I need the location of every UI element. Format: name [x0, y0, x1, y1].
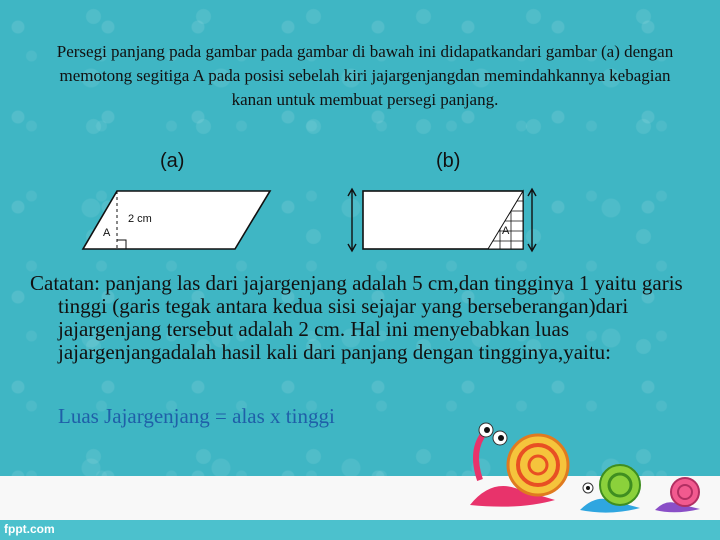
triangle-a-label-b: A	[502, 225, 510, 237]
snails-decoration-icon	[460, 410, 720, 520]
note-text: Catatan: panjang las dari jajargenjang adalah 5 cm,dan tingginya 1 yaitu garis tinggi (garis tegak antara kedua sisi sejajar yang berseberangan)dari jajargenjang tersebut adalah 2 cm. Hal ini menyebabkan luas jajargenjangadalah hasil kali dari panjang dengan tingginya,yaitu:	[30, 271, 683, 364]
figure-a-label: (a)	[160, 150, 185, 172]
formula-text: Luas Jajargenjang = alas x tinggi	[58, 404, 335, 428]
triangle-a-label: A	[103, 227, 111, 239]
footer-brand[interactable]: fppt.com	[4, 522, 55, 536]
height-label: 2 cm	[128, 213, 152, 225]
intro-text: Persegi panjang pada gambar pada gambar di bawah ini didapatkandari gambar (a) dengan memotong segitiga A pada posisi sebelah kiri jajargenjangdan memindahkannya kebagian kanan untuk membuat persegi panjang.	[56, 42, 674, 109]
figure-b-label: (b)	[436, 150, 461, 172]
footer-bar	[0, 520, 720, 540]
